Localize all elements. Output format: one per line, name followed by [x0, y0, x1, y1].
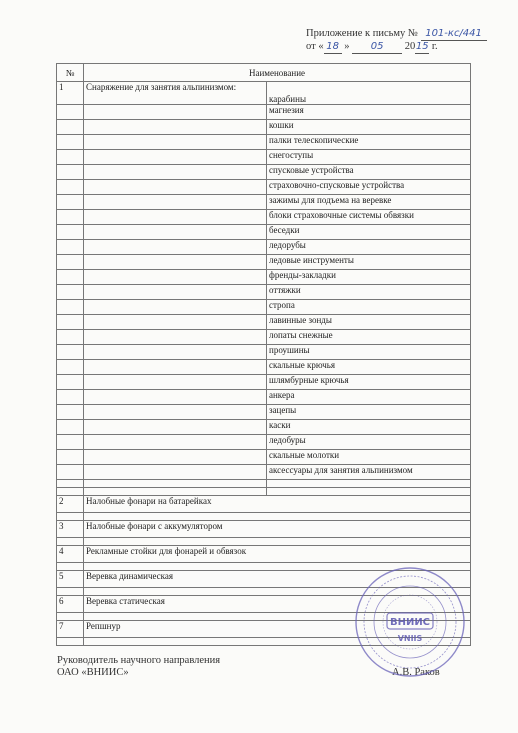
empty-cell [57, 180, 84, 195]
empty-cell [84, 180, 267, 195]
empty-cell [84, 120, 267, 135]
item-row [57, 315, 471, 330]
empty-cell [267, 488, 471, 496]
date-year-prefix: 20 [404, 41, 416, 52]
row-name: Налобные фонари с аккумулятором [84, 521, 471, 538]
item-name: карабины [267, 82, 471, 105]
blank-row [57, 488, 471, 496]
item-name: страховочно-спусковые устройства [267, 180, 471, 195]
empty-cell [57, 165, 84, 180]
empty-cell [84, 300, 267, 315]
empty-cell [84, 345, 267, 360]
item-name: ледовые инструменты [267, 255, 471, 270]
empty-cell [57, 285, 84, 300]
table-row [57, 521, 471, 538]
row-name: Веревка динамическая [84, 571, 471, 588]
signatory-org: ОАО «ВНИИС» [57, 667, 129, 678]
item-row [57, 270, 471, 285]
empty-cell [57, 563, 84, 571]
item-row [57, 285, 471, 300]
item-name: шлямбурные крючья [267, 375, 471, 390]
table-row [57, 496, 471, 513]
empty-cell [84, 270, 267, 285]
item-row [57, 345, 471, 360]
empty-cell [57, 360, 84, 375]
empty-cell [57, 538, 84, 546]
letter-label: Приложение к письму № [306, 28, 418, 39]
item-name: магнезия [267, 105, 471, 120]
empty-cell [57, 638, 84, 646]
item-row [57, 82, 471, 105]
item-name: стропа [267, 300, 471, 315]
empty-cell [57, 450, 84, 465]
empty-cell [84, 150, 267, 165]
empty-cell [57, 488, 84, 496]
empty-cell [84, 315, 267, 330]
empty-cell [84, 375, 267, 390]
row-number: 6 [57, 596, 84, 613]
empty-cell [57, 465, 84, 480]
empty-cell [84, 240, 267, 255]
item-row [57, 135, 471, 150]
empty-cell [57, 420, 84, 435]
item-name: скальные крючья [267, 360, 471, 375]
date-suffix: г. [431, 41, 438, 52]
spacer-row [57, 513, 471, 521]
item-name: блоки страховочные системы обвязки [267, 210, 471, 225]
row-number: 2 [57, 496, 84, 513]
empty-cell [57, 150, 84, 165]
item-name: зажимы для подъема на веревке [267, 195, 471, 210]
item-row [57, 180, 471, 195]
empty-cell [57, 225, 84, 240]
row-name: Веревка статическая [84, 596, 471, 613]
col-name-header: Наименование [84, 64, 471, 82]
letter-number: 101-кс/441 [421, 28, 487, 41]
empty-cell [84, 330, 267, 345]
item-name: снегоступы [267, 150, 471, 165]
empty-cell [57, 330, 84, 345]
row-number: 7 [57, 621, 84, 638]
item-name: оттяжки [267, 285, 471, 300]
item-row [57, 375, 471, 390]
empty-cell [84, 538, 471, 546]
empty-cell [57, 613, 84, 621]
empty-cell [84, 465, 267, 480]
item-name: лавинные зонды [267, 315, 471, 330]
signatory-title: Руководитель научного направления [57, 655, 221, 666]
item-name: ледобуры [267, 435, 471, 450]
item-row [57, 120, 471, 135]
item-name: спусковые устройства [267, 165, 471, 180]
item-row [57, 105, 471, 120]
row-number: 5 [57, 571, 84, 588]
empty-cell [57, 375, 84, 390]
empty-cell [84, 513, 471, 521]
item-row [57, 435, 471, 450]
item-row [57, 450, 471, 465]
empty-cell [84, 225, 267, 240]
date-prefix: от « [306, 41, 324, 52]
item-name: проушины [267, 345, 471, 360]
empty-cell [84, 480, 267, 488]
item-row [57, 405, 471, 420]
item-row [57, 165, 471, 180]
empty-cell [84, 390, 267, 405]
date-mid: » [344, 41, 350, 52]
item-name: френды-закладки [267, 270, 471, 285]
empty-cell [57, 255, 84, 270]
empty-cell [84, 285, 267, 300]
empty-cell [57, 588, 84, 596]
empty-cell [57, 105, 84, 120]
organization-stamp [354, 566, 466, 678]
item-row [57, 420, 471, 435]
empty-cell [267, 480, 471, 488]
row-number: 3 [57, 521, 84, 538]
empty-cell [57, 390, 84, 405]
row-name: Рекламные стойки для фонарей и обвязок [84, 546, 471, 563]
items-table [56, 63, 471, 646]
item-name: зацепы [267, 405, 471, 420]
item-name: лопаты снежные [267, 330, 471, 345]
empty-cell [57, 270, 84, 285]
item-name: скальные молотки [267, 450, 471, 465]
item-row [57, 390, 471, 405]
empty-cell [84, 105, 267, 120]
row-number: 1 [57, 82, 84, 105]
item-name: каски [267, 420, 471, 435]
item-row [57, 150, 471, 165]
empty-cell [84, 488, 267, 496]
spacer-row [57, 538, 471, 546]
item-name: аксессуары для занятия альпинизмом [267, 465, 471, 480]
empty-cell [57, 315, 84, 330]
item-row [57, 210, 471, 225]
empty-cell [84, 450, 267, 465]
item-name: анкера [267, 390, 471, 405]
letter-reference [306, 28, 487, 54]
empty-cell [57, 405, 84, 420]
item-row [57, 465, 471, 480]
stamp-text-latin: VNIIS [397, 634, 423, 643]
empty-cell [57, 120, 84, 135]
empty-cell [84, 165, 267, 180]
empty-cell [57, 513, 84, 521]
empty-cell [84, 135, 267, 150]
empty-cell [57, 345, 84, 360]
empty-cell [84, 435, 267, 450]
signatory-name: А.В. Раков [392, 667, 440, 678]
item-row [57, 195, 471, 210]
empty-cell [84, 420, 267, 435]
item-row [57, 360, 471, 375]
row-number: 4 [57, 546, 84, 563]
item-name: кошки [267, 120, 471, 135]
date-year-suffix: 15 [415, 41, 429, 52]
item-row [57, 300, 471, 315]
row-name: Репшнур [84, 621, 471, 638]
empty-cell [57, 135, 84, 150]
item-row [57, 330, 471, 345]
empty-cell [84, 360, 267, 375]
empty-cell [84, 210, 267, 225]
empty-cell [84, 255, 267, 270]
item-row [57, 225, 471, 240]
stamp-text-cyrillic: ВНИИС [389, 617, 431, 628]
table-row [57, 546, 471, 563]
empty-cell [57, 195, 84, 210]
row-category: Снаряжение для занятия альпинизмом: [84, 82, 267, 105]
empty-cell [84, 405, 267, 420]
row-name: Налобные фонари на батарейках [84, 496, 471, 513]
col-number-header: № [57, 64, 84, 82]
empty-cell [57, 210, 84, 225]
empty-cell [84, 195, 267, 210]
item-name: беседки [267, 225, 471, 240]
date-day: 18 [324, 41, 342, 54]
empty-cell [57, 480, 84, 488]
item-name: палки телескопические [267, 135, 471, 150]
blank-row [57, 480, 471, 488]
item-row [57, 255, 471, 270]
item-row [57, 240, 471, 255]
empty-cell [57, 240, 84, 255]
item-name: ледорубы [267, 240, 471, 255]
signatory-block [57, 655, 220, 679]
empty-cell [57, 435, 84, 450]
empty-cell [57, 300, 84, 315]
date-month: 05 [352, 41, 402, 54]
